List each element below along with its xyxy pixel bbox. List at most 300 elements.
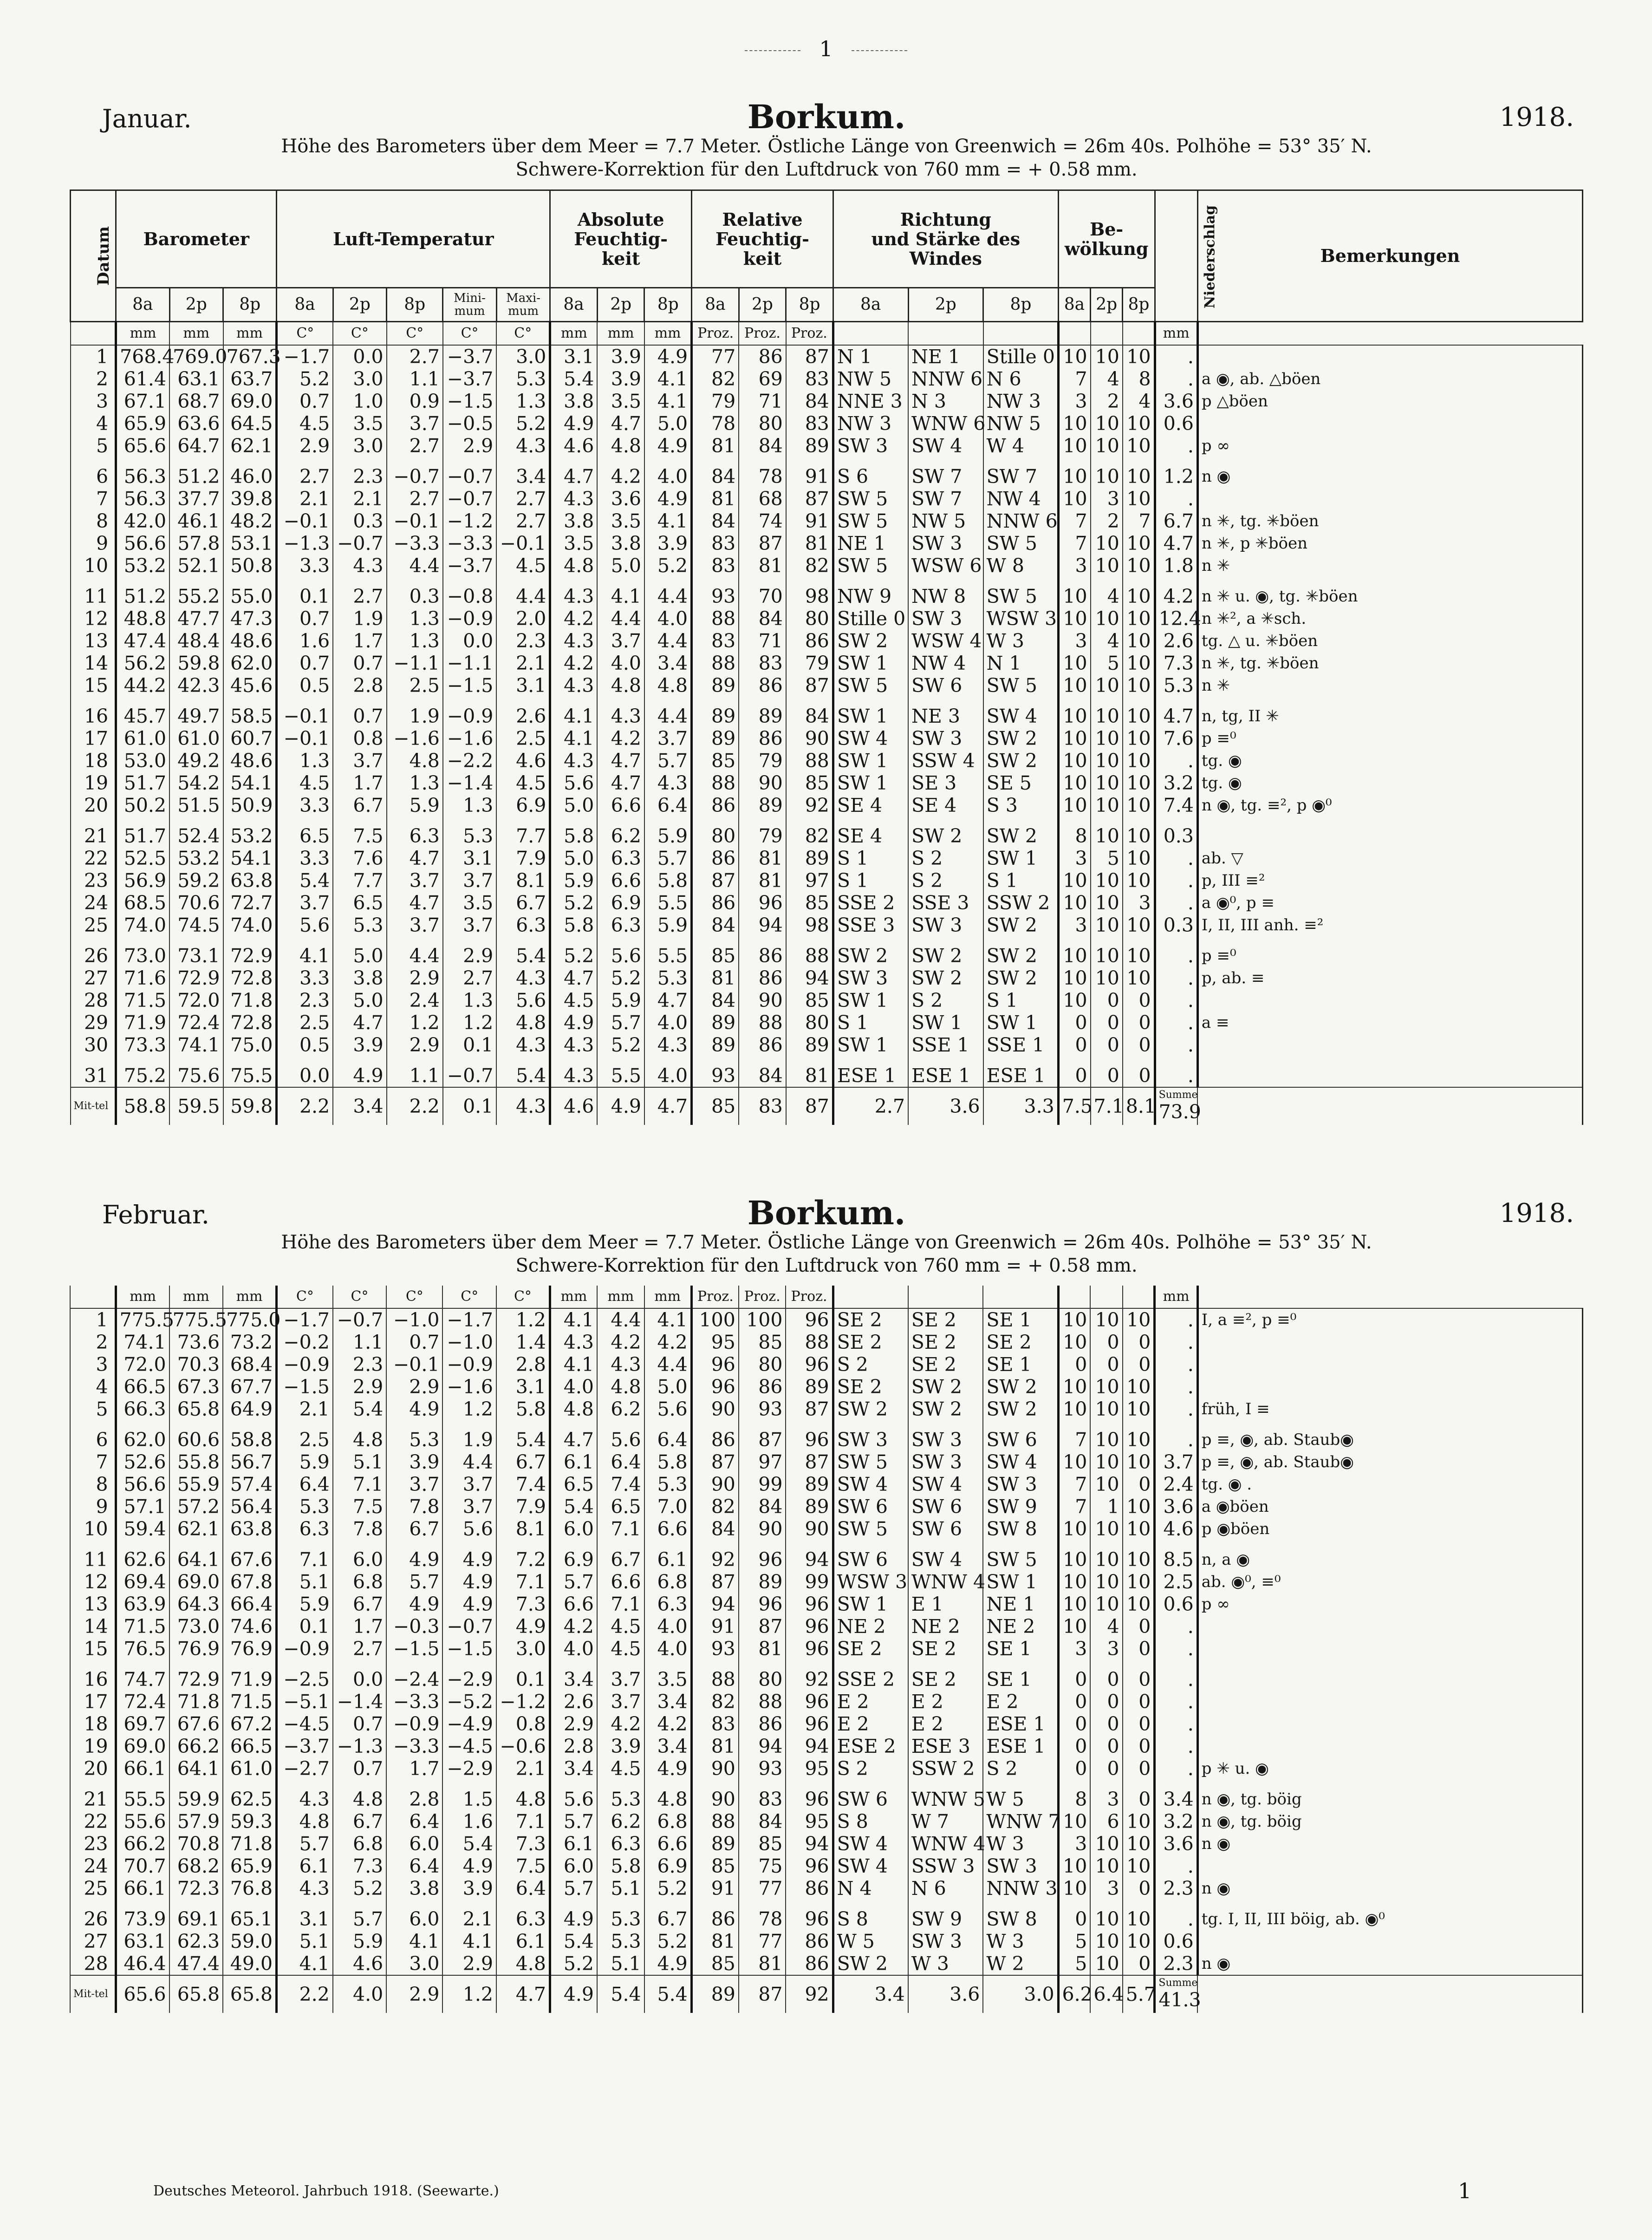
data-cell: 4.8 (333, 1420, 386, 1451)
data-cell: 0.7 (333, 1757, 386, 1780)
mean-cell: 59.5 (169, 1087, 223, 1125)
data-cell: 10 (1123, 847, 1155, 869)
data-cell: 71 (739, 390, 786, 412)
data-cell: 0 (1058, 1900, 1090, 1930)
data-cell: 10 (1123, 697, 1155, 727)
data-cell: 6.0 (386, 1900, 442, 1930)
remark-cell: n ◉ (1197, 457, 1582, 488)
data-cell: 10 (1058, 1615, 1090, 1638)
data-cell: −0.8 (443, 577, 496, 607)
data-cell: . (1155, 1056, 1197, 1087)
remark-cell: a ◉böen (1197, 1496, 1582, 1518)
mean-label: Mit-tel (71, 1087, 116, 1125)
table-row (70, 1571, 1583, 1593)
header-barometer: Barometer (116, 190, 277, 288)
data-cell: 55.9 (169, 1473, 223, 1496)
data-cell: 5.2 (550, 1953, 597, 1975)
data-cell: 5 (1058, 1953, 1090, 1975)
data-cell: 3.7 (597, 630, 644, 652)
unit-cell: mm (223, 322, 277, 346)
data-cell: 4.3 (496, 967, 550, 989)
data-cell: 4.7 (387, 847, 443, 869)
data-cell: 75.5 (223, 1056, 277, 1087)
data-cell: 10 (1123, 630, 1155, 652)
data-cell: 86 (691, 1420, 739, 1451)
data-cell: 3.9 (597, 1735, 644, 1757)
data-cell: 6.3 (597, 847, 644, 869)
data-cell: 3.7 (1155, 1451, 1197, 1473)
data-cell: 7.4 (1155, 794, 1197, 816)
data-cell: 56.6 (116, 1473, 169, 1496)
data-cell: WNW 7 (983, 1810, 1058, 1833)
data-cell: 4.3 (277, 1780, 333, 1810)
data-cell: 91 (691, 1615, 739, 1638)
data-cell: 96 (786, 1780, 833, 1810)
data-cell: . (1155, 1757, 1197, 1780)
data-cell: SW 2 (983, 914, 1059, 936)
data-cell: 3.8 (386, 1877, 442, 1900)
data-cell: NW 3 (983, 390, 1059, 412)
data-cell: 3.7 (597, 1691, 644, 1713)
data-cell: 3.5 (597, 510, 644, 532)
remark-cell (1197, 1331, 1582, 1353)
data-cell: 4.5 (277, 412, 333, 435)
data-cell: 7.9 (496, 847, 550, 869)
data-cell: 88 (691, 1660, 739, 1691)
remark-cell (1197, 488, 1582, 510)
data-cell: NNW 3 (983, 1877, 1058, 1900)
weather-table (70, 189, 1583, 1125)
data-cell: 86 (691, 1900, 739, 1930)
data-cell: 55.2 (169, 577, 223, 607)
unit-cell: mm (597, 1286, 644, 1308)
table-row (70, 1713, 1583, 1735)
data-cell: 82 (786, 555, 833, 577)
data-cell: 87 (786, 674, 833, 697)
data-cell: 90 (739, 989, 786, 1012)
data-cell: 83 (786, 412, 833, 435)
remark-cell: n ✳ u. ◉, tg. ✳böen (1197, 577, 1582, 607)
day-number: 5 (71, 435, 116, 457)
data-cell: 10 (1123, 412, 1155, 435)
data-cell: 84 (692, 457, 739, 488)
data-cell: SSW 4 (908, 750, 983, 772)
data-cell: 10 (1123, 652, 1155, 674)
data-cell: 56.6 (116, 532, 169, 555)
subheader-time: 8p (1123, 288, 1155, 322)
data-cell: 1.7 (333, 772, 386, 794)
data-cell: 54.1 (223, 847, 277, 869)
data-cell: 91 (786, 457, 833, 488)
data-cell: 5.3 (644, 1473, 692, 1496)
data-cell: 4.2 (550, 1615, 597, 1638)
data-cell: −1.5 (443, 390, 496, 412)
data-cell: 0.1 (277, 1615, 333, 1638)
data-cell: 85 (691, 1855, 739, 1877)
data-cell: 4.7 (597, 772, 644, 794)
data-cell: 79 (739, 816, 786, 847)
data-cell: 4.3 (550, 674, 598, 697)
data-cell: 5.8 (496, 1398, 550, 1420)
data-cell: 4.9 (386, 1398, 442, 1420)
data-cell: 86 (739, 1034, 786, 1056)
data-cell: SW 5 (983, 1540, 1058, 1571)
remark-cell (1197, 1930, 1582, 1953)
data-cell: 2.8 (386, 1780, 442, 1810)
data-cell: 5.9 (597, 989, 644, 1012)
table-row (71, 967, 1583, 989)
data-cell: 0.7 (333, 1713, 386, 1735)
data-cell: −1.6 (442, 1376, 496, 1398)
data-cell: SW 1 (983, 1012, 1059, 1034)
day-number: 9 (70, 1496, 116, 1518)
data-cell: 5.2 (597, 1034, 644, 1056)
data-cell: 72.0 (169, 989, 223, 1012)
data-cell: S 1 (833, 1012, 908, 1034)
remark-cell: a ◉⁰, p ≡ (1197, 892, 1582, 914)
data-cell: 10 (1123, 1451, 1155, 1473)
data-cell: 4.3 (550, 630, 598, 652)
table-row (71, 936, 1583, 967)
data-cell: 100 (691, 1308, 739, 1331)
data-cell: 93 (692, 577, 739, 607)
day-number: 9 (71, 532, 116, 555)
subheader-time: 8p (223, 288, 277, 322)
data-cell: 4.2 (550, 607, 598, 630)
data-cell: 1.9 (387, 697, 443, 727)
data-cell: −2.4 (386, 1660, 442, 1691)
unit-cell (1197, 322, 1582, 346)
data-cell: 6.5 (277, 816, 333, 847)
data-cell: 67.6 (169, 1713, 223, 1735)
data-cell: WSW 3 (833, 1571, 908, 1593)
data-cell: . (1155, 1376, 1197, 1398)
unit-cell (833, 322, 908, 346)
data-cell: 10 (1091, 555, 1123, 577)
data-cell: −1.3 (333, 1735, 386, 1757)
data-cell: 88 (692, 652, 739, 674)
data-cell: 72.4 (116, 1691, 169, 1713)
data-cell: 75.0 (223, 1034, 277, 1056)
data-cell: 85 (786, 989, 833, 1012)
subheader-time: 2p (739, 288, 786, 322)
unit-cell: C° (387, 322, 443, 346)
data-cell: 4.6 (333, 1953, 386, 1975)
data-cell: . (1155, 1353, 1197, 1376)
data-cell: 84 (692, 914, 739, 936)
data-cell: 59.2 (169, 869, 223, 892)
data-cell: 5.3 (597, 1780, 644, 1810)
remark-cell: n, tg, II ✳ (1197, 697, 1582, 727)
data-cell: SW 5 (833, 488, 908, 510)
day-number: 20 (71, 794, 116, 816)
mean-cell: 6.4 (1090, 1975, 1122, 2013)
data-cell: 63.9 (116, 1593, 169, 1615)
data-cell: 85 (739, 1331, 786, 1353)
data-cell: 4.8 (597, 435, 644, 457)
data-cell: 2 (1091, 510, 1123, 532)
day-number: 10 (71, 555, 116, 577)
data-cell: 4.8 (496, 1780, 550, 1810)
data-cell: 7.3 (333, 1855, 386, 1877)
data-cell: −0.7 (443, 488, 496, 510)
data-cell: 6.7 (1155, 510, 1197, 532)
data-cell: 0.7 (277, 390, 333, 412)
data-cell: 4.2 (644, 1713, 692, 1735)
data-cell: . (1155, 1855, 1197, 1877)
data-cell: 0.7 (333, 652, 386, 674)
mean-cell: 83 (739, 1087, 786, 1125)
data-cell: 2.7 (387, 435, 443, 457)
data-cell: 89 (692, 727, 739, 750)
data-cell: 0 (1091, 989, 1123, 1012)
data-cell: 96 (691, 1376, 739, 1398)
day-number: 17 (71, 727, 116, 750)
data-cell: 4.1 (550, 697, 598, 727)
data-cell: 93 (739, 1757, 786, 1780)
data-cell: SW 3 (833, 1420, 908, 1451)
data-cell: 10 (1058, 936, 1090, 967)
data-cell: 10 (1090, 1833, 1122, 1855)
data-cell: W 5 (983, 1780, 1058, 1810)
data-cell: 10 (1091, 936, 1123, 967)
data-cell: 56.3 (116, 457, 169, 488)
unit-cell: C° (496, 322, 550, 346)
remark-cell: p ≡, ◉, ab. Staub◉ (1197, 1451, 1582, 1473)
data-cell: 86 (739, 967, 786, 989)
data-cell: 10 (1123, 1420, 1155, 1451)
data-cell: 81 (692, 435, 739, 457)
data-cell: SW 2 (833, 1953, 908, 1975)
data-cell: SW 3 (908, 1451, 983, 1473)
data-cell: −0.9 (277, 1638, 333, 1660)
data-cell: SW 1 (983, 847, 1059, 869)
data-cell: 76.9 (223, 1638, 276, 1660)
data-cell: 80 (786, 1012, 833, 1034)
data-cell: WNW 4 (908, 1833, 983, 1855)
data-cell: 61.0 (223, 1757, 276, 1780)
data-cell: 10 (1091, 674, 1123, 697)
data-cell: NE 3 (908, 697, 983, 727)
data-cell: 6.6 (597, 794, 644, 816)
data-cell: 86 (739, 936, 786, 967)
data-cell: 4.1 (550, 1353, 597, 1376)
data-cell: 3.3 (277, 967, 333, 989)
data-cell: −0.3 (386, 1615, 442, 1638)
data-cell: 71.6 (116, 967, 169, 989)
data-cell: −1.2 (443, 510, 496, 532)
data-cell: NNW 6 (983, 510, 1059, 532)
data-cell: 71.9 (223, 1660, 276, 1691)
data-cell: SW 3 (908, 914, 983, 936)
data-cell: 90 (786, 1518, 833, 1540)
data-cell: 7.4 (496, 1473, 550, 1496)
data-cell: −3.7 (277, 1735, 333, 1757)
data-cell: 4.4 (644, 1353, 692, 1376)
data-cell: 10 (1123, 1571, 1155, 1593)
data-cell: 4.9 (496, 1615, 550, 1638)
data-cell: −3.3 (386, 1691, 442, 1713)
data-cell: 4.0 (644, 457, 692, 488)
table-row (71, 510, 1583, 532)
data-cell: . (1155, 435, 1197, 457)
data-cell: 59.9 (169, 1780, 223, 1810)
data-cell: 4.1 (644, 390, 692, 412)
table-row (70, 1376, 1583, 1398)
data-cell: 5.7 (550, 1877, 597, 1900)
data-cell: 86 (692, 794, 739, 816)
data-cell: 69.0 (169, 1571, 223, 1593)
unit-cell: Proz. (692, 322, 739, 346)
data-cell: 74.6 (223, 1615, 276, 1638)
data-cell: 63.8 (223, 1518, 276, 1540)
remark-cell: n ◉ (1197, 1877, 1582, 1900)
data-cell: 4.7 (597, 750, 644, 772)
data-cell: 55.5 (116, 1780, 169, 1810)
data-cell: 81 (692, 488, 739, 510)
day-number: 28 (71, 989, 116, 1012)
data-cell: 83 (786, 368, 833, 390)
data-cell: 86 (786, 630, 833, 652)
data-cell: 4.7 (550, 457, 598, 488)
data-cell: −2.9 (442, 1757, 496, 1780)
data-cell: 7.1 (597, 1518, 644, 1540)
data-cell: 2.1 (496, 652, 550, 674)
data-cell: 2.9 (277, 435, 333, 457)
data-cell: 4.9 (550, 412, 598, 435)
table-row (71, 1012, 1583, 1034)
data-cell: 2.3 (333, 457, 386, 488)
data-cell: 4.9 (442, 1540, 496, 1571)
data-cell: 0.3 (1155, 816, 1197, 847)
data-cell: 5.7 (644, 847, 692, 869)
data-cell: 72.0 (116, 1353, 169, 1376)
day-number: 4 (71, 412, 116, 435)
data-cell: 89 (739, 794, 786, 816)
data-cell: 72.9 (169, 967, 223, 989)
data-cell: 5.6 (644, 1398, 692, 1420)
data-cell: 5.9 (550, 869, 598, 892)
data-cell: 5 (1091, 652, 1123, 674)
table-row (71, 457, 1583, 488)
data-cell: 7.8 (386, 1496, 442, 1518)
subheader-time: 8p (786, 288, 833, 322)
data-cell: 57.8 (169, 532, 223, 555)
data-cell: 3.5 (550, 532, 598, 555)
table-row (71, 607, 1583, 630)
data-cell: 6.7 (644, 1900, 692, 1930)
data-cell: NW 5 (908, 510, 983, 532)
data-cell: 47.4 (169, 1953, 223, 1975)
header-remarks: Bemerkungen (1197, 190, 1582, 322)
data-cell: 65.8 (169, 1398, 223, 1420)
unit-cell (1091, 322, 1123, 346)
unit-cell (1123, 322, 1155, 346)
day-number: 5 (70, 1398, 116, 1420)
data-cell: 775.5 (116, 1308, 169, 1331)
table-row (71, 368, 1583, 390)
data-cell: 1.5 (442, 1780, 496, 1810)
data-cell: 79 (692, 390, 739, 412)
data-cell: 0 (1058, 1713, 1090, 1735)
data-cell: 54.1 (223, 772, 277, 794)
remark-cell: p ≡⁰ (1197, 936, 1582, 967)
data-cell: 86 (786, 1877, 833, 1900)
year: 1918. (1499, 1198, 1574, 1228)
data-cell: 10 (1058, 1376, 1090, 1398)
remark-cell (1197, 1660, 1582, 1691)
data-cell: 10 (1091, 607, 1123, 630)
data-cell: 2.3 (496, 630, 550, 652)
day-number: 29 (71, 1012, 116, 1034)
data-cell: SE 3 (908, 772, 983, 794)
data-cell: 88 (739, 1012, 786, 1034)
remark-cell: n ✳², a ✳sch. (1197, 607, 1582, 630)
mean-cell: 2.2 (277, 1087, 333, 1125)
data-cell: 0 (1123, 1953, 1155, 1975)
data-cell: SE 2 (908, 1331, 983, 1353)
data-cell: SW 5 (983, 532, 1059, 555)
remark-cell: früh, I ≡ (1197, 1398, 1582, 1420)
data-cell: 74.5 (169, 914, 223, 936)
data-cell: 69.7 (116, 1713, 169, 1735)
mean-cell: 4.9 (597, 1087, 644, 1125)
data-cell: 3.7 (442, 1473, 496, 1496)
data-cell: 4.3 (644, 772, 692, 794)
data-cell: 87 (739, 1615, 786, 1638)
data-cell: 10 (1123, 488, 1155, 510)
data-cell: 10 (1058, 488, 1090, 510)
data-cell: 64.1 (169, 1540, 223, 1571)
data-cell: −1.6 (443, 727, 496, 750)
data-cell: 0.6 (1155, 412, 1197, 435)
data-cell: 53.2 (169, 847, 223, 869)
data-cell: 67.1 (116, 390, 169, 412)
data-cell: SW 2 (908, 816, 983, 847)
data-cell: 4.3 (550, 1034, 598, 1056)
data-cell: 5.4 (277, 869, 333, 892)
data-cell: SE 1 (983, 1660, 1058, 1691)
data-cell: 5.7 (277, 1833, 333, 1855)
data-cell: 65.6 (116, 435, 169, 457)
data-cell: 4.7 (333, 1012, 386, 1034)
data-cell: 0 (1123, 1638, 1155, 1660)
data-cell: 0.6 (1155, 1930, 1197, 1953)
data-cell: 4.5 (277, 772, 333, 794)
data-cell: 96 (786, 1855, 833, 1877)
data-cell: 1.4 (496, 1331, 550, 1353)
data-cell: 5.1 (597, 1877, 644, 1900)
data-cell: 89 (692, 1034, 739, 1056)
data-cell: 4.0 (550, 1638, 597, 1660)
data-cell: SW 3 (908, 607, 983, 630)
data-cell: 71 (739, 630, 786, 652)
data-cell: 10 (1091, 892, 1123, 914)
data-cell: 82 (691, 1691, 739, 1713)
data-cell: 6.6 (597, 869, 644, 892)
data-cell: −0.7 (443, 457, 496, 488)
data-cell: 3.7 (442, 1496, 496, 1518)
data-cell: 0 (1123, 1473, 1155, 1496)
data-cell: 7 (1058, 1420, 1090, 1451)
data-cell: −0.7 (333, 532, 386, 555)
data-cell: 0.3 (387, 577, 443, 607)
data-cell: 0 (1090, 1660, 1122, 1691)
data-cell: 49.7 (169, 697, 223, 727)
day-number: 1 (71, 345, 116, 368)
data-cell: 4.1 (644, 368, 692, 390)
data-cell: 5.1 (277, 1930, 333, 1953)
